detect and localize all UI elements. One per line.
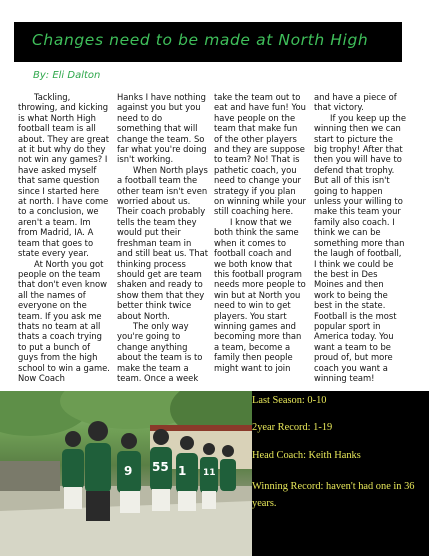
- paragraph: Tackling, throwing, and kicking is what North High football team is all about. They are great at it but why do they not win any games? I have asked myself that same question since I started here at north. I have come to a conclusion, we aren't a team. Im from Madrid, IA. A team that goes to state every year.: [18, 92, 110, 259]
- paragraph: and have a piece of that victory.: [314, 92, 397, 113]
- article-title: Changes need to be made at North High: [32, 31, 369, 49]
- team-stats-box: [252, 391, 429, 556]
- team-photo: [0, 391, 252, 556]
- stat-winning-record: Winning Record: haven't had one in 36 years.: [252, 481, 415, 509]
- stat-head-coach: Head Coach: Keith Hanks: [252, 450, 361, 461]
- paragraph: When North plays a football team the other team isn't even worried about us. Their coach probably tells the team they would put their freshman team in and still beat us. That thinking process should get are team shaken and ready to show them that they better think twice about North.: [117, 164, 209, 321]
- jersey-number: 1: [178, 464, 187, 478]
- stat-last-season: Last Season: 0-10: [252, 395, 327, 406]
- stat-two-year-record: 2year Record: 1-19: [252, 422, 333, 433]
- author-byline: By: Eli Dalton: [33, 70, 101, 81]
- paragraph: I know that we both think the same when it comes to football coach and we both know that this football program needs more people to win but at North you need to win to get players. You start winning games and becoming more than a team, become a family then people might want to join: [214, 216, 306, 373]
- article-column-4: [314, 92, 406, 383]
- jersey-number: 9: [124, 464, 133, 478]
- paragraph: The only way you're going to change anything about the team is to make the team a team. Once a week: [117, 320, 203, 383]
- article-column-1: [18, 92, 110, 383]
- article-column-3: [214, 92, 306, 373]
- paragraph: At North you got people on the team that don't even know all the names of everyone on the team. If you ask me thats no team at all thats a coach trying to put a bunch of guys from the high school to win a game. Now Coach: [18, 258, 110, 383]
- article-column-2: [117, 92, 209, 383]
- jersey-number: 11: [203, 468, 216, 478]
- paragraph: If you keep up the winning then we can start to picture the big trophy! After that then you will have to defend that trophy. But all of this isn't going to happen unless your willing to make this team your family also coach. I think we can be something more than the laugh of football, I think we could be the best in Des Moines and then work to being the best in the state. Football is the most popular sport in America today. You want a team to be proud of, but more coach you want a winning team!: [314, 112, 406, 383]
- title-banner: [14, 22, 402, 62]
- paragraph: Hanks I have nothing against you but you need to do something that will change the team. So far what you're doing isn't working.: [117, 92, 207, 165]
- jersey-number: 55: [152, 460, 169, 474]
- team-photo-illustration: [0, 391, 252, 556]
- paragraph: take the team out to eat and have fun! You have people on the team that make fun of the other players and they are suppose to team? No! That is pathetic coach, you need to change your strategy if you plan on winning while your still coaching here.: [214, 92, 306, 217]
